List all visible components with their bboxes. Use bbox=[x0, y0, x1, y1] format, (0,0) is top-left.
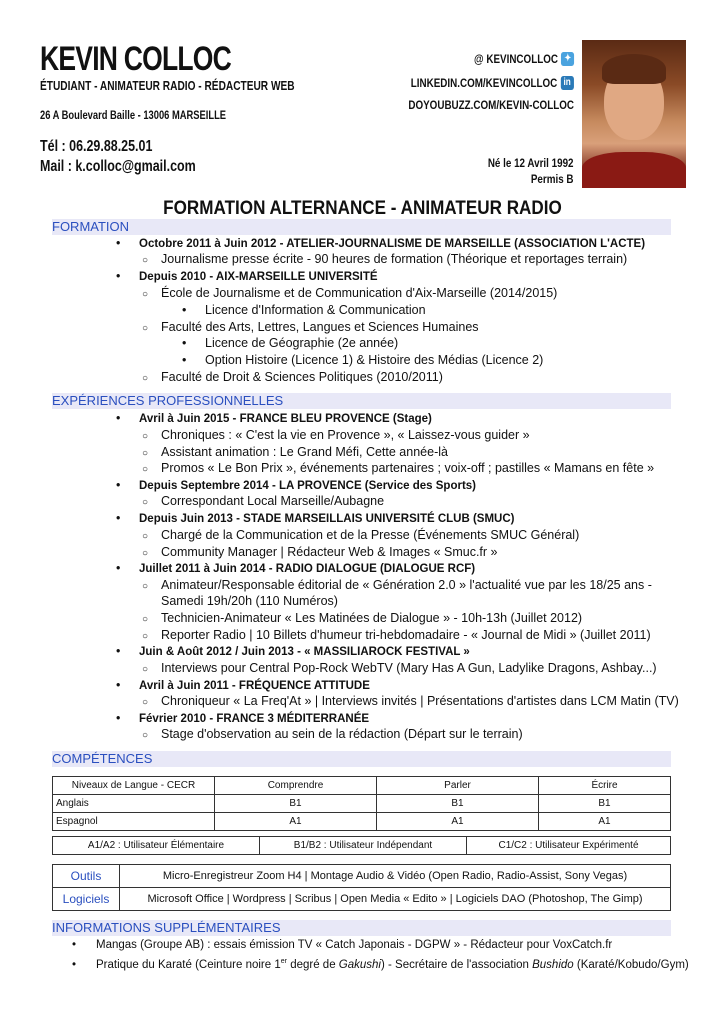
list-item: • Juin & Août 2012 / Juin 2013 - « MASSILIAROCK FESTIVAL » bbox=[116, 644, 470, 658]
table-row bbox=[53, 837, 671, 855]
list-item: • Octobre 2011 à Juin 2012 - ATELIER-JOURNALISME DE MARSEILLE (ASSOCIATION L'ACTE) bbox=[116, 236, 646, 250]
permit: Permis B bbox=[531, 172, 574, 186]
list-item: ○ Chroniques : « C'est la vie en Provence », « Laissez-vous guider » bbox=[142, 428, 530, 442]
list-item: ○ Chargé de la Communication et de la Presse (Événements SMUC Général) bbox=[142, 528, 580, 542]
list-item: • Février 2010 - FRANCE 3 MÉDITERRANÉE bbox=[116, 711, 370, 725]
list-item: ○ Interviews pour Central Pop-Rock WebTV (Mary Has A Gun, Ladylike Dragons, Ashbay...) bbox=[142, 661, 657, 675]
doyoubuzz-link[interactable] bbox=[408, 98, 574, 112]
twitter-handle: @ KEVINCOLLOC bbox=[473, 52, 558, 66]
profile-photo bbox=[582, 40, 686, 188]
list-item: • Licence de Géographie (2e année) bbox=[182, 336, 399, 350]
list-item: ○ Faculté de Droit & Sciences Politiques (2010/2011) bbox=[142, 370, 443, 384]
table-cell: Anglais bbox=[53, 795, 215, 813]
list-item: ○ Chroniqueur « La Freq'At » | Interviews invités | Présentations d'artistes dans LCM Matin (TV) bbox=[142, 694, 679, 708]
table-row bbox=[53, 888, 671, 911]
list-item: • Pratique du Karaté (Ceinture noire 1er degré de Gakushi) - Secrétaire de l'association Bushido (Karaté/Kobudo/Gym) bbox=[72, 958, 689, 971]
list-item-continued: Samedi 19h/20h (110 Numéros) bbox=[161, 594, 338, 608]
table-row bbox=[53, 813, 671, 831]
list-item: • Depuis Juin 2013 - STADE MARSEILLAIS UNIVERSITÉ CLUB (SMUC) bbox=[116, 511, 515, 525]
doyoubuzz-url: DOYOUBUZZ.COM/KEVIN-COLLOC bbox=[408, 98, 574, 112]
language-table bbox=[52, 776, 671, 831]
twitter-link[interactable] bbox=[474, 52, 574, 66]
legend-cell: C1/C2 : Utilisateur Expérimenté bbox=[467, 837, 671, 855]
language-legend bbox=[52, 836, 671, 855]
legend-cell: A1/A2 : Utilisateur Élémentaire bbox=[53, 837, 260, 855]
table-cell: B1 bbox=[539, 795, 671, 813]
list-item: • Option Histoire (Licence 1) & Histoire des Médias (Licence 2) bbox=[182, 353, 544, 367]
list-item: ○ Stage d'observation au sein de la rédaction (Départ sur le terrain) bbox=[142, 727, 523, 741]
section-competences: COMPÉTENCES bbox=[52, 751, 671, 767]
cv-mail: Mail : k.colloc@gmail.com bbox=[40, 158, 196, 175]
list-item: ○ Faculté des Arts, Lettres, Langues et Sciences Humaines bbox=[142, 320, 479, 334]
list-item: ○ Correspondant Local Marseille/Aubagne bbox=[142, 494, 385, 508]
page-title: FORMATION ALTERNANCE - ANIMATEUR RADIO bbox=[162, 198, 562, 219]
linkedin-icon: in bbox=[561, 76, 574, 90]
list-item: • Licence d'Information & Communication bbox=[182, 303, 426, 317]
list-item: ○ Animateur/Responsable éditorial de « Génération 2.0 » l'actualité vue par les 18/25 ans - bbox=[142, 578, 652, 592]
software-label: Logiciels bbox=[53, 888, 120, 911]
table-row bbox=[53, 777, 671, 795]
list-item: • Avril à Juin 2011 - FRÉQUENCE ATTITUDE bbox=[116, 678, 370, 692]
list-item: ○ Assistant animation : Le Grand Méfi, Cette année-là bbox=[142, 445, 448, 459]
list-item: • Mangas (Groupe AB) : essais émission TV « Catch Japonais - DGPW » - Rédacteur pour VoxCatch.fr bbox=[72, 939, 613, 951]
table-row bbox=[53, 865, 671, 888]
table-header: Parler bbox=[377, 777, 539, 795]
cv-phone: Tél : 06.29.88.25.01 bbox=[40, 138, 153, 155]
list-item: ○ Reporter Radio | 10 Billets d'humeur tri-hebdomadaire - « Journal de Midi » (Juillet 2011) bbox=[142, 628, 651, 642]
list-item: • Avril à Juin 2015 - FRANCE BLEU PROVENCE (Stage) bbox=[116, 411, 432, 425]
table-cell: Espagnol bbox=[53, 813, 215, 831]
table-header: Comprendre bbox=[215, 777, 377, 795]
table-cell: B1 bbox=[377, 795, 539, 813]
list-item: ○ Community Manager | Rédacteur Web & Images « Smuc.fr » bbox=[142, 545, 498, 559]
software-value: Microsoft Office | Wordpress | Scribus | Open Media « Edito » | Logiciels DAO (Photoshop, The Gimp) bbox=[120, 888, 671, 911]
linkedin-link[interactable] bbox=[411, 76, 574, 90]
cv-address: 26 A Boulevard Baille - 13006 MARSEILLE bbox=[40, 108, 227, 122]
table-row bbox=[53, 795, 671, 813]
list-item: • Depuis 2010 - AIX-MARSEILLE UNIVERSITÉ bbox=[116, 269, 378, 283]
linkedin-url: LINKEDIN.COM/KEVINCOLLOC bbox=[411, 76, 558, 90]
tools-table bbox=[52, 864, 671, 911]
tools-label: Outils bbox=[53, 865, 120, 888]
table-header: Écrire bbox=[539, 777, 671, 795]
table-cell: A1 bbox=[377, 813, 539, 831]
list-item: ○ Promos « Le Bon Prix », événements partenaires ; voix-off ; pastilles « Mamans en fête » bbox=[142, 461, 655, 475]
list-item: • Depuis Septembre 2014 - LA PROVENCE (Service des Sports) bbox=[116, 478, 477, 492]
list-item: ○ École de Journalisme et de Communication d'Aix-Marseille (2014/2015) bbox=[142, 286, 558, 300]
birth-info bbox=[488, 155, 574, 187]
table-cell: A1 bbox=[215, 813, 377, 831]
list-item: • Juillet 2011 à Juin 2014 - RADIO DIALOGUE (DIALOGUE RCF) bbox=[116, 561, 476, 575]
table-cell: A1 bbox=[539, 813, 671, 831]
section-informations: INFORMATIONS SUPPLÉMENTAIRES bbox=[52, 920, 671, 936]
table-header: Niveaux de Langue - CECR bbox=[53, 777, 215, 795]
table-cell: B1 bbox=[215, 795, 377, 813]
list-item: ○ Journalisme presse écrite - 90 heures de formation (Théorique et reportages terrain) bbox=[142, 252, 628, 266]
section-formation: FORMATION bbox=[52, 219, 671, 235]
cv-subtitle: ÉTUDIANT - ANIMATEUR RADIO - RÉDACTEUR WEB bbox=[40, 78, 295, 93]
list-item: ○ Technicien-Animateur « Les Matinées de Dialogue » - 10h-13h (Juillet 2012) bbox=[142, 611, 583, 625]
cv-name: KEVIN COLLOC bbox=[40, 40, 232, 78]
tools-value: Micro-Enregistreur Zoom H4 | Montage Audio & Vidéo (Open Radio, Radio-Assist, Sony Vegas) bbox=[120, 865, 671, 888]
birth-date: Né le 12 Avril 1992 bbox=[488, 156, 574, 170]
legend-cell: B1/B2 : Utilisateur Indépendant bbox=[260, 837, 467, 855]
twitter-icon: ✦ bbox=[561, 52, 574, 66]
section-experiences: EXPÉRIENCES PROFESSIONNELLES bbox=[52, 393, 671, 409]
